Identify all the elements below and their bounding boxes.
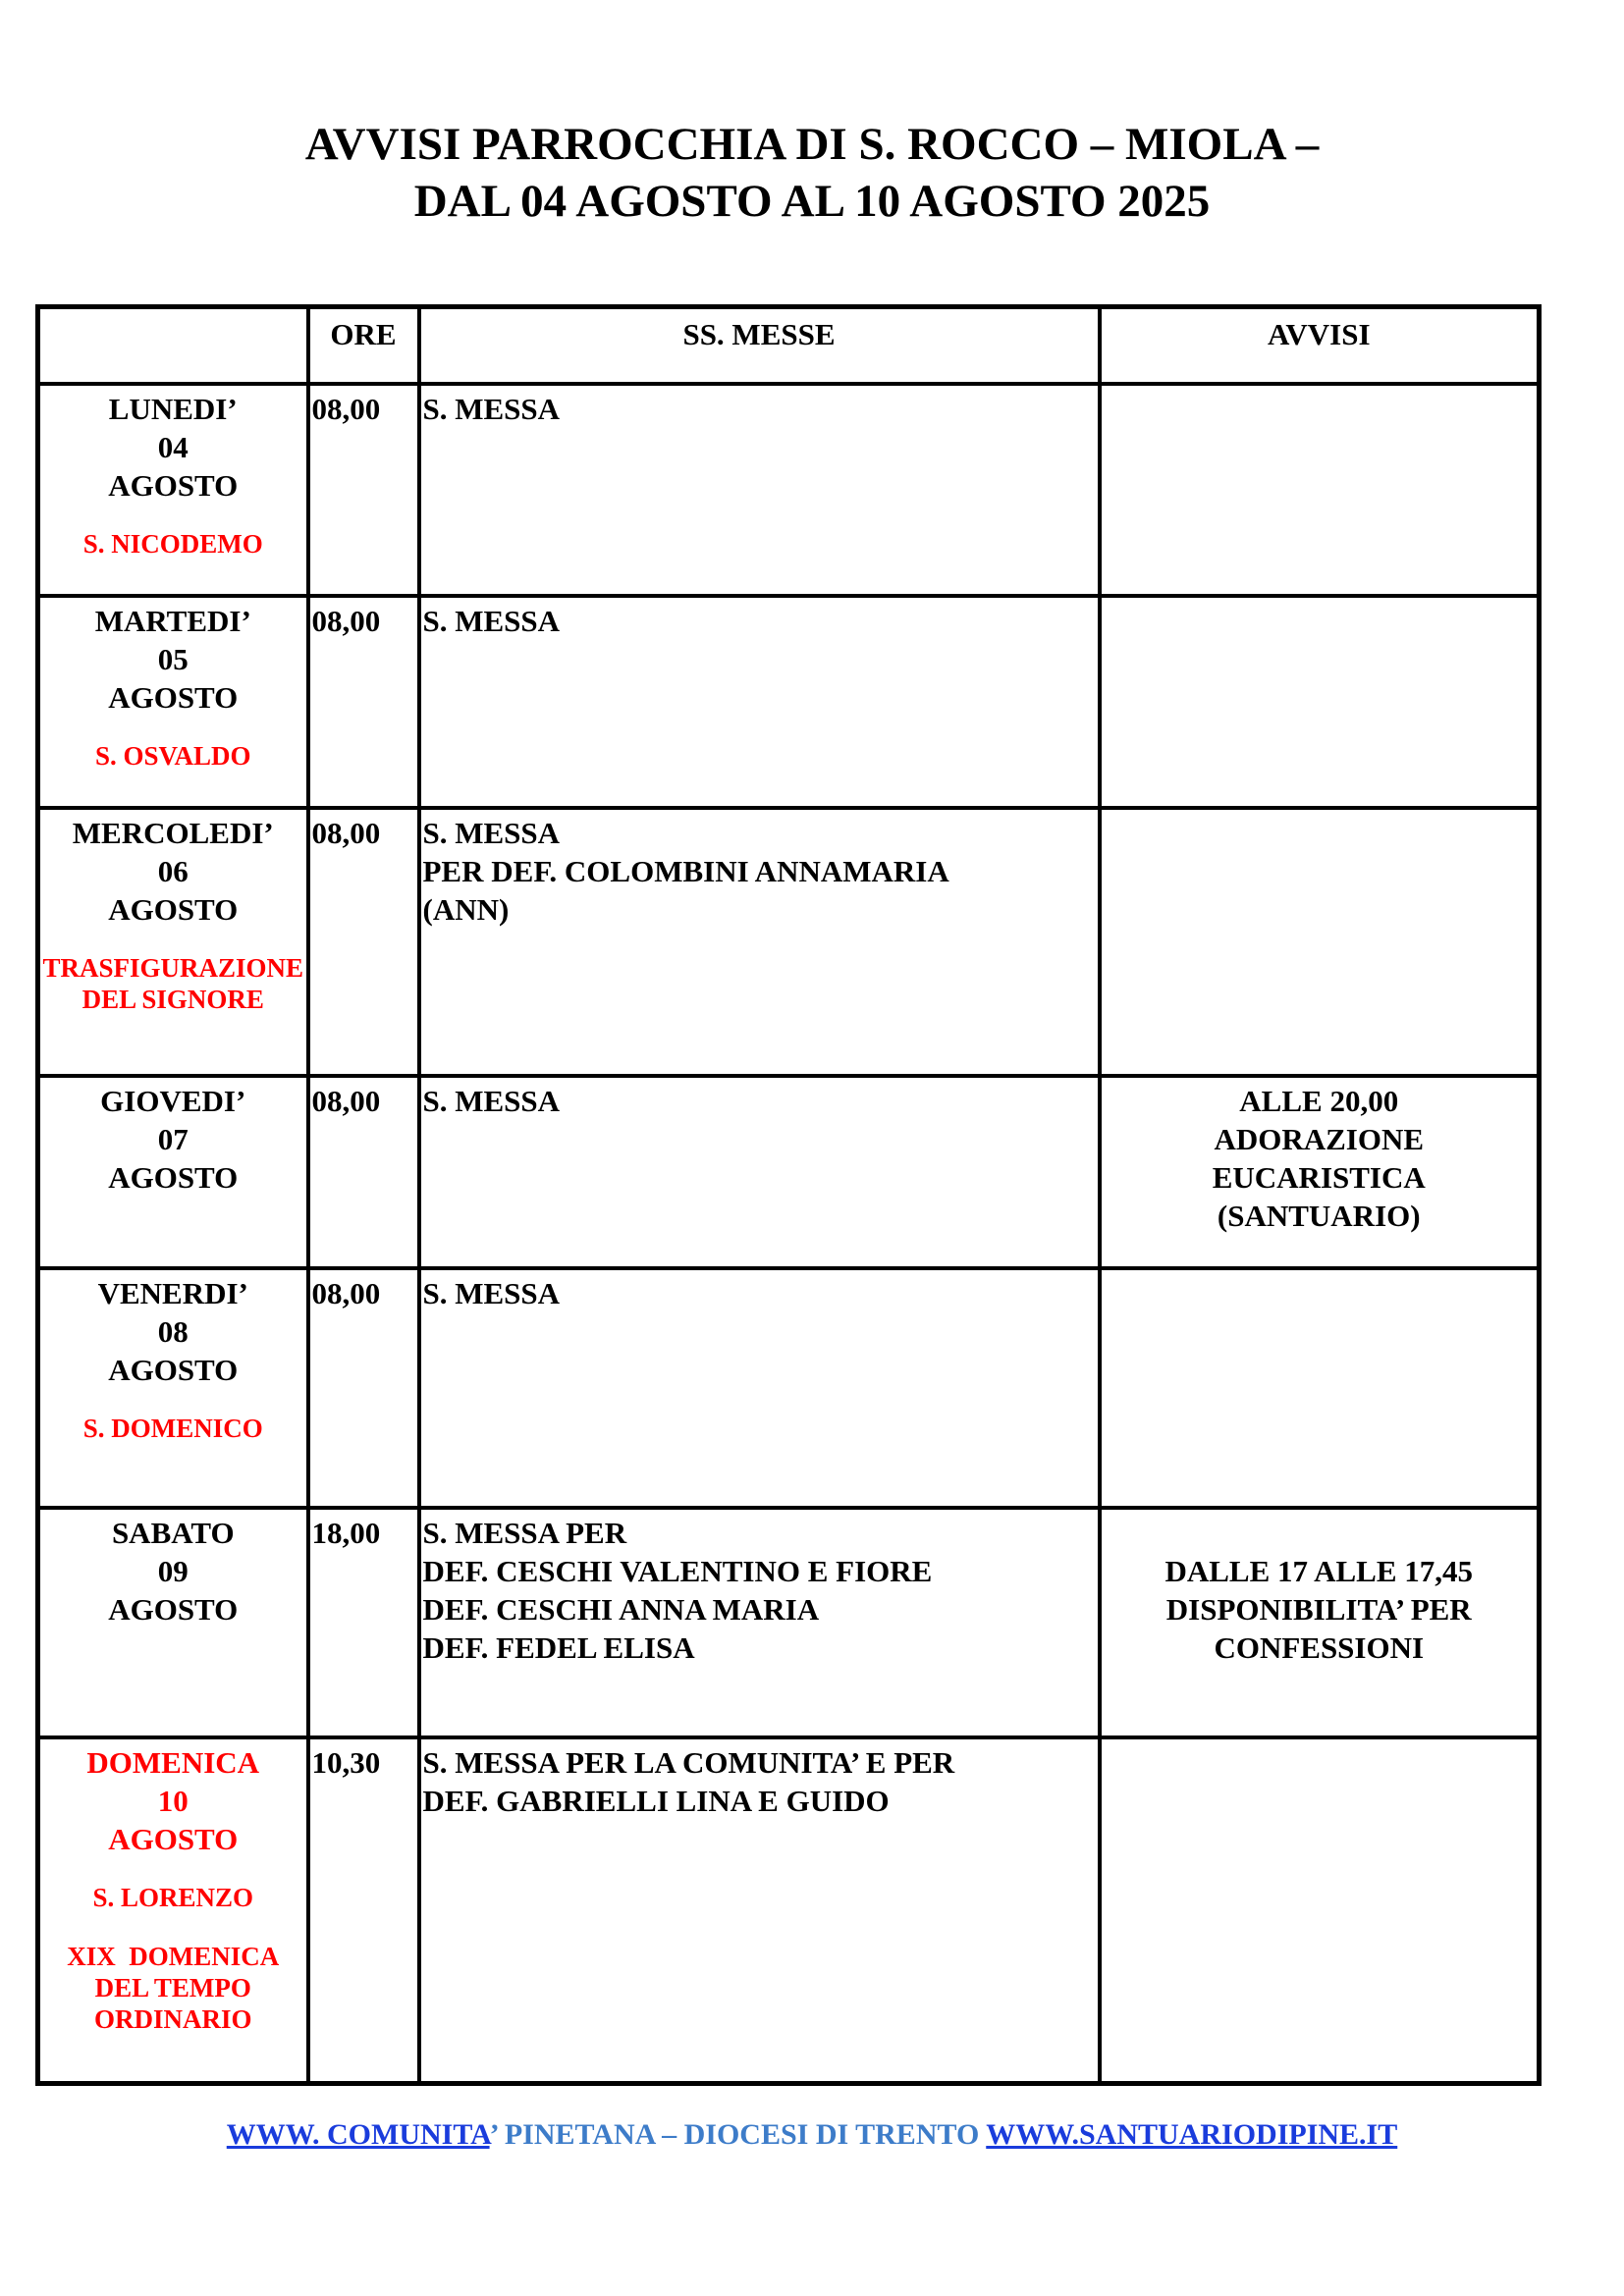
day-date: 09: [157, 1554, 189, 1588]
feast-name: [40, 952, 306, 1015]
header-ore: ORE: [308, 307, 419, 385]
community-link[interactable]: WWW. COMUNITA: [226, 2118, 490, 2151]
table-row: [38, 596, 1540, 808]
day-month: AGOSTO: [108, 892, 239, 927]
avvisi-line: (SANTUARIO): [1217, 1199, 1421, 1233]
messe-line: S. MESSA: [422, 1084, 561, 1118]
messe-line: S. MESSA: [422, 604, 561, 638]
time-cell: 18,00: [308, 1508, 419, 1737]
messe-cell: [419, 384, 1100, 596]
day-cell: [38, 1268, 308, 1508]
messe-line: S. MESSA: [422, 392, 561, 426]
day-month: AGOSTO: [108, 1160, 239, 1195]
avvisi-cell: [1100, 384, 1540, 596]
messe-line: PER DEF. COLOMBINI ANNAMARIA: [422, 854, 949, 888]
day-month: AGOSTO: [108, 1592, 239, 1627]
avvisi-cell: [1100, 1076, 1540, 1268]
day-month: AGOSTO: [108, 1822, 239, 1856]
avvisi-cell: [1100, 596, 1540, 808]
time-cell: 08,00: [308, 808, 419, 1076]
table-row: [38, 1076, 1540, 1268]
messe-line: S. MESSA PER: [422, 1516, 627, 1550]
liturgical-line: XIX DOMENICA: [67, 1942, 280, 1971]
day-date: 07: [157, 1122, 189, 1156]
day-name: GIOVEDI’: [100, 1084, 246, 1118]
table-row: [38, 1737, 1540, 2083]
day-name: MARTEDI’: [94, 604, 251, 638]
day-cell: [38, 1737, 308, 2083]
day-date: 05: [157, 642, 189, 676]
day-cell: [38, 1076, 308, 1268]
avvisi-line: ADORAZIONE: [1214, 1122, 1425, 1156]
table-header-row: [38, 307, 1540, 385]
time-cell: 08,00: [308, 596, 419, 808]
saint-name: S. DOMENICO: [82, 1414, 263, 1443]
table-row: [38, 808, 1540, 1076]
table-row: [38, 1268, 1540, 1508]
messe-cell: [419, 1737, 1100, 2083]
day-date: 04: [157, 430, 189, 464]
liturgical-line: ORDINARIO: [93, 2004, 252, 2034]
sanctuary-link[interactable]: WWW.SANTUARIODIPINE.IT: [986, 2118, 1398, 2151]
messe-line: (ANN): [422, 892, 510, 927]
day-month: AGOSTO: [108, 680, 239, 715]
day-name: VENERDI’: [97, 1276, 248, 1310]
liturgical-note: [40, 1941, 306, 2035]
title-line-1: AVVISI PARROCCHIA DI S. ROCCO – MIOLA –: [304, 119, 1320, 170]
saint-name: S. LORENZO: [92, 1883, 254, 1912]
day-name: LUNEDI’: [108, 392, 238, 426]
day-date: 10: [157, 1784, 189, 1818]
day-name: SABATO: [111, 1516, 235, 1550]
schedule-table: [35, 304, 1542, 2086]
avvisi-cell: [1100, 1737, 1540, 2083]
feast-line: DEL SIGNORE: [81, 985, 264, 1014]
avvisi-cell: [1100, 1268, 1540, 1508]
day-month: AGOSTO: [108, 1353, 239, 1387]
title-line-2: DAL 04 AGOSTO AL 10 AGOSTO 2025: [413, 176, 1211, 227]
messe-line: DEF. GABRIELLI LINA E GUIDO: [422, 1784, 890, 1818]
liturgical-line: DEL TEMPO: [94, 1973, 251, 2002]
messe-line: DEF. FEDEL ELISA: [422, 1630, 695, 1665]
header-avvisi: AVVISI: [1100, 307, 1540, 385]
messe-cell: [419, 1268, 1100, 1508]
avvisi-line: DALLE 17 ALLE 17,45: [1164, 1554, 1473, 1588]
avvisi-line: EUCARISTICA: [1212, 1160, 1426, 1195]
messe-cell: [419, 1076, 1100, 1268]
time-cell: 08,00: [308, 384, 419, 596]
time-cell: 08,00: [308, 1076, 419, 1268]
messe-line: S. MESSA: [422, 816, 561, 850]
messe-cell: [419, 596, 1100, 808]
saint-name: S. NICODEMO: [82, 529, 263, 559]
day-month: AGOSTO: [108, 468, 239, 503]
saint-name: S. OSVALDO: [94, 741, 251, 771]
avvisi-line: ALLE 20,00: [1239, 1084, 1399, 1118]
footer: [0, 2118, 1624, 2152]
messe-cell: [419, 1508, 1100, 1737]
time-cell: 10,30: [308, 1737, 419, 2083]
day-name: MERCOLEDI’: [72, 816, 274, 850]
page-title: [0, 116, 1624, 230]
footer-text: ’ PINETANA – DIOCESI DI TRENTO: [489, 2118, 987, 2151]
day-date: 08: [157, 1314, 189, 1349]
day-cell: [38, 384, 308, 596]
avvisi-cell: [1100, 808, 1540, 1076]
table-row: [38, 1508, 1540, 1737]
time-cell: 08,00: [308, 1268, 419, 1508]
messe-line: S. MESSA PER LA COMUNITA’ E PER: [422, 1745, 955, 1780]
avvisi-cell: [1100, 1508, 1540, 1737]
day-date: 06: [157, 854, 189, 888]
day-name: DOMENICA: [86, 1745, 260, 1780]
day-cell: [38, 596, 308, 808]
messe-line: DEF. CESCHI ANNA MARIA: [422, 1592, 820, 1627]
header-messe: SS. MESSE: [419, 307, 1100, 385]
day-cell: [38, 1508, 308, 1737]
messe-line: DEF. CESCHI VALENTINO E FIORE: [422, 1554, 933, 1588]
messe-line: S. MESSA: [422, 1276, 561, 1310]
avvisi-line: DISPONIBILITA’ PER: [1165, 1592, 1472, 1627]
messe-cell: [419, 808, 1100, 1076]
header-day: [38, 307, 308, 385]
day-cell: [38, 808, 308, 1076]
avvisi-line: CONFESSIONI: [1214, 1630, 1425, 1665]
table-row: [38, 384, 1540, 596]
feast-line: TRASFIGURAZIONE: [42, 953, 304, 983]
